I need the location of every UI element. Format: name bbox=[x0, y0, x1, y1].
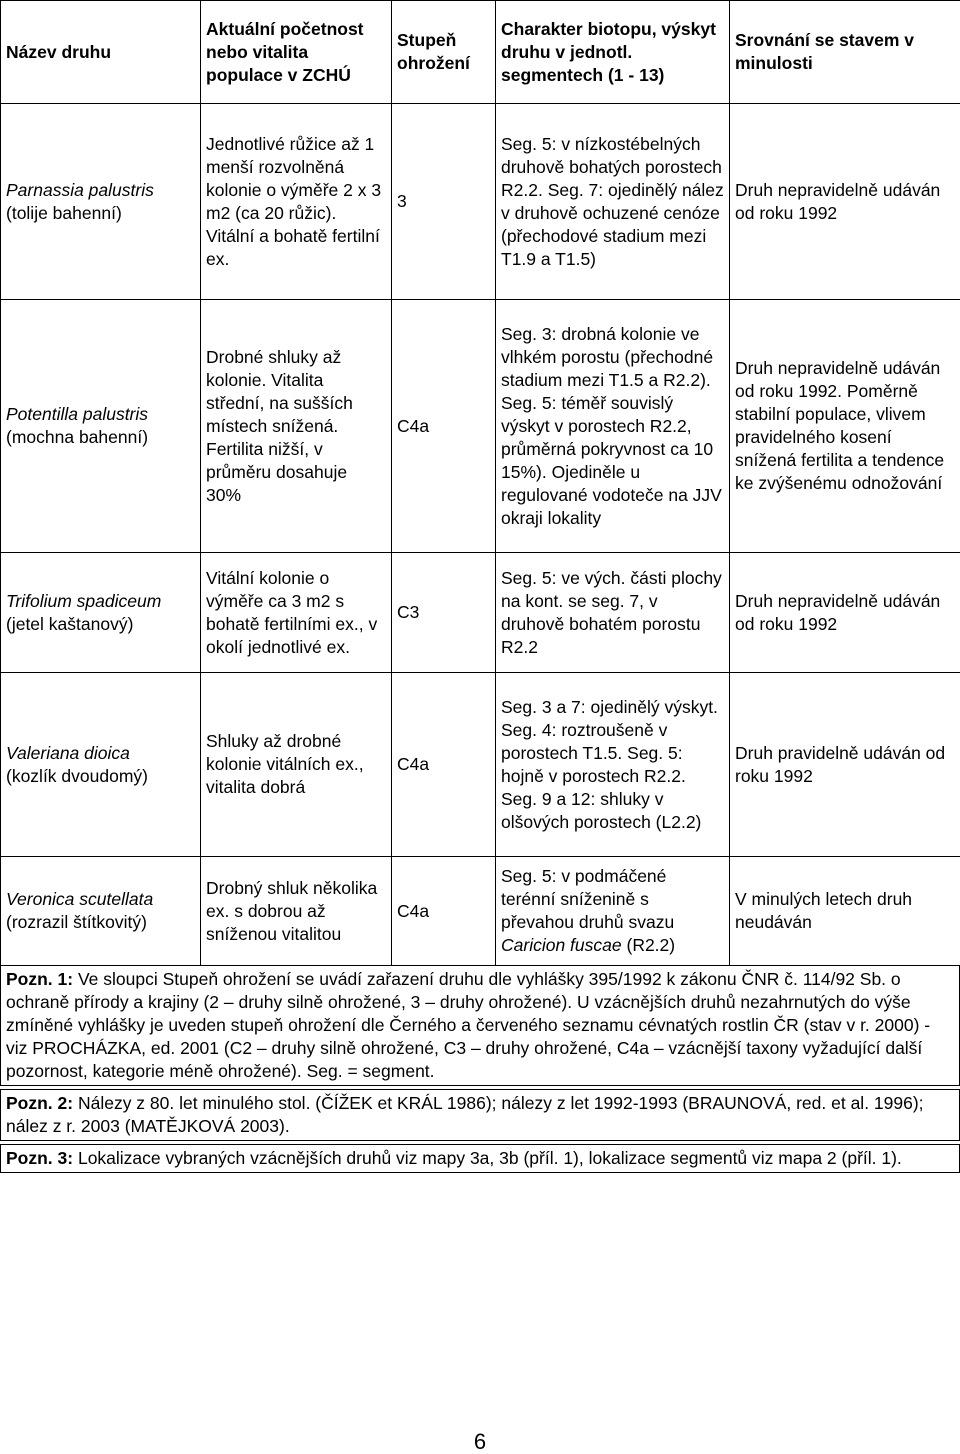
page-number: 6 bbox=[473, 1429, 487, 1454]
header-biotope: Charakter biotopu, výskyt druhu v jednotl. segmentech (1 - 13) bbox=[496, 1, 730, 104]
species-name-cell bbox=[1, 857, 201, 966]
table-row bbox=[1, 300, 960, 553]
comparison-cell: Druh nepravidelně udáván od roku 1992 bbox=[730, 104, 960, 300]
species-latin: Trifolium spadiceum bbox=[6, 590, 162, 611]
table-row bbox=[1, 553, 960, 673]
biotope-cell: Seg. 5: ve vých. části plochy na kont. se seg. 7, v druhově bohatém porostu R2.2 bbox=[496, 553, 730, 673]
note-row bbox=[1, 966, 960, 1086]
note-text: Ve sloupci Stupeň ohrožení se uvádí zařazení druhu dle vyhlášky 395/1992 k zákonu ČNR č. 114/92 Sb. o ochraně přírody a krajiny (2 – druhy silně ohrožené, 3 – druhy ohrožené). U vzácnějších druhů nezahrnutých do výše zmíněné vyhlášky je uveden stupeň ohrožení dle Černého a červeného seznamu cévnatých rostlin ČR (stav v r. 2000) - viz PROCHÁZKA, ed. 2001 (C2 – druhy silně ohrožené, C3 – druhy ohrožené, C4a – vzácnější taxony vyžadující další pozornost, kategorie méně ohrožené). Seg. = segment. bbox=[6, 969, 931, 1081]
population-cell: Shluky až drobné kolonie vitálních ex., vitalita dobrá bbox=[201, 673, 392, 857]
species-czech: (mochna bahenní) bbox=[6, 427, 149, 447]
threat-cell: C4a bbox=[392, 300, 496, 553]
comparison-cell: Druh pravidelně udáván od roku 1992 bbox=[730, 673, 960, 857]
comparison-cell: Druh nepravidelně udáván od roku 1992 bbox=[730, 553, 960, 673]
note-label: Pozn. 1: bbox=[6, 969, 74, 989]
note-text: Lokalizace vybraných vzácnějších druhů viz mapy 3a, 3b (příl. 1), lokalizace segmentů viz mapa 2 (příl. 1). bbox=[73, 1148, 902, 1168]
species-latin: Parnassia palustris bbox=[6, 179, 154, 200]
biotope-text: Seg. 5: v podmáčené terénní sníženině s převahou druhů svazu bbox=[501, 866, 675, 932]
species-czech: (kozlík dvoudomý) bbox=[6, 765, 148, 786]
threat-cell: 3 bbox=[392, 104, 496, 300]
header-comparison: Srovnání se stavem v minulosti bbox=[730, 1, 960, 104]
note-row bbox=[1, 1145, 960, 1173]
note-3 bbox=[1, 1145, 960, 1173]
species-czech: (jetel kaštanový) bbox=[6, 613, 134, 634]
species-latin: Valeriana dioica bbox=[6, 742, 130, 763]
table-row bbox=[1, 857, 960, 966]
header-row bbox=[1, 1, 960, 104]
species-name-cell bbox=[1, 300, 201, 553]
table-row bbox=[1, 104, 960, 300]
table-row bbox=[1, 673, 960, 857]
biotope-alliance-name: Caricion fuscae bbox=[501, 935, 622, 955]
biotope-cell: Seg. 3: drobná kolonie ve vlhkém porostu (přechodné stadium mezi T1.5 a R2.2). Seg. 5: téměř souvislý výskyt v porostech R2.2, průměrná pokryvnost ca 10 15%). Ojediněle u regulované vodoteče na JJV okraji lokality bbox=[496, 300, 730, 553]
biotope-cell: Seg. 5: v nízkostébelných druhově bohatých porostech R2.2. Seg. 7: ojedinělý nález v druhově ochuzené cenóze (přechodové stadium mezi T1.9 a T1.5) bbox=[496, 104, 730, 300]
note-1 bbox=[1, 966, 960, 1086]
biotope-cell: Seg. 3 a 7: ojedinělý výskyt. Seg. 4: roztroušeně v porostech T1.5. Seg. 5: hojně v porostech R2.2. Seg. 9 a 12: shluky v olšových porostech (L2.2) bbox=[496, 673, 730, 857]
note-2 bbox=[1, 1090, 960, 1141]
species-name-cell bbox=[1, 553, 201, 673]
biotope-text-end: (R2.2) bbox=[621, 935, 676, 955]
population-cell: Jednotlivé růžice až 1 menší rozvolněná kolonie o výměře 2 x 3 m2 (ca 20 růžic). Vitální a bohatě fertilní ex. bbox=[201, 104, 392, 300]
species-czech: (rozrazil štítkovitý) bbox=[6, 912, 147, 932]
population-cell: Vitální kolonie o výměře ca 3 m2 s bohatě fertilními ex., v okolí jednotlivé ex. bbox=[201, 553, 392, 673]
header-population: Aktuální početnost nebo vitalita populace v ZCHÚ bbox=[201, 1, 392, 104]
biotope-cell bbox=[496, 857, 730, 966]
threat-cell: C4a bbox=[392, 857, 496, 966]
species-latin: Veronica scutellata bbox=[6, 889, 154, 909]
threat-cell: C4a bbox=[392, 673, 496, 857]
species-name-cell bbox=[1, 673, 201, 857]
header-threat: Stupeň ohrožení bbox=[392, 1, 496, 104]
species-name-cell bbox=[1, 104, 201, 300]
species-czech: (tolije bahenní) bbox=[6, 202, 122, 223]
threat-cell: C3 bbox=[392, 553, 496, 673]
note-row bbox=[1, 1090, 960, 1141]
note-label: Pozn. 3: bbox=[6, 1148, 74, 1168]
note-text: Nálezy z 80. let minulého stol. (ČÍŽEK et KRÁL 1986); nálezy z let 1992-1993 (BRAUNOVÁ, red. et al. 1996); nález z r. 2003 (MATĚJKOVÁ 2003). bbox=[6, 1093, 924, 1136]
population-cell: Drobný shluk několika ex. s dobrou až sníženou vitalitou bbox=[201, 857, 392, 966]
header-name: Název druhu bbox=[1, 1, 201, 104]
population-cell: Drobné shluky až kolonie. Vitalita střední, na sušších místech snížená. Fertilita nižší, v průměru dosahuje 30% bbox=[201, 300, 392, 553]
comparison-cell: V minulých letech druh neudáván bbox=[730, 857, 960, 966]
species-latin: Potentilla palustris bbox=[6, 404, 149, 424]
notes-table bbox=[0, 965, 960, 1173]
note-label: Pozn. 2: bbox=[6, 1093, 74, 1113]
comparison-cell: Druh nepravidelně udáván od roku 1992. Poměrně stabilní populace, vlivem pravidelného kosení snížená fertilita a tendence ke zvýšenému odnožování bbox=[730, 300, 960, 553]
